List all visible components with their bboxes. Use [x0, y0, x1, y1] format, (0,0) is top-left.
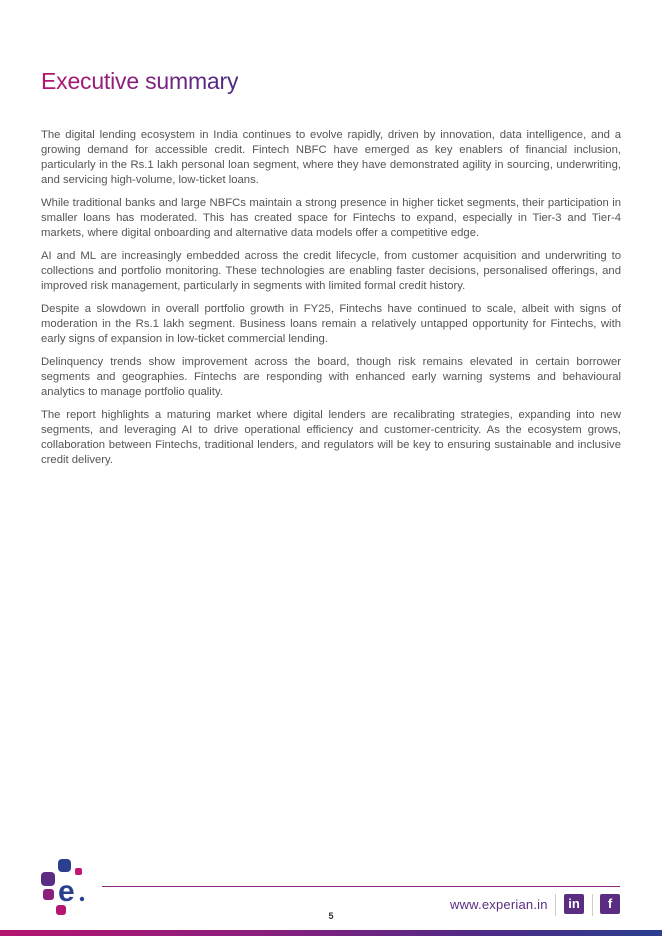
footer-separator: [592, 894, 593, 916]
svg-text:e: e: [58, 875, 75, 908]
experian-logo-icon: [38, 857, 90, 919]
page-number: 5: [328, 911, 334, 921]
paragraph-4: Despite a slowdown in overall portfolio growth in FY25, Fintechs have continued to scale, albeit with signs of moderation in the Rs.1 lakh segment. Business loans remain a relatively untapped opportunity for Fintechs, with early signs of expansion in low-ticket commercial lending.: [41, 303, 621, 345]
paragraph-1: The digital lending ecosystem in India continues to evolve rapidly, driven by innovation, data intelligence, and a growing demand for accessible credit. Fintech NBFC have emerged as key enablers of financial inclusion, particularly in the Rs.1 lakh personal loan segment, where they have demonstrated agility in sourcing, underwriting, and servicing high-volume, low-ticket loans.: [41, 129, 621, 186]
paragraph-5: Delinquency trends show improvement across the board, though risk remains elevated in certain borrower segments and geographies. Fintechs are responding with enhanced early warning systems and behavioural analytics to manage portfolio quality.: [41, 356, 621, 398]
footer-divider: [102, 886, 620, 887]
facebook-icon[interactable]: f: [600, 894, 620, 914]
paragraph-6: The report highlights a maturing market where digital lenders are recalibrating strategies, expanding into new segments, and leveraging AI to drive operational efficiency and customer-centricity. As the ecosystem grows, collaboration between Fintechs, traditional lenders, and regulators will be key to ensuring sustainable and inclusive credit delivery.: [41, 409, 621, 466]
summary-body: [41, 128, 621, 476]
footer-separator: [555, 894, 556, 916]
website-link[interactable]: www.experian.in: [450, 897, 548, 912]
linkedin-icon[interactable]: in: [564, 894, 584, 914]
bottom-gradient-bar: [0, 930, 662, 936]
paragraph-3: AI and ML are increasingly embedded across the credit lifecycle, from customer acquisition and underwriting to collections and portfolio monitoring. These technologies are enabling faster decisions, personalised offerings, and improved risk management, particularly in segments with limited formal credit history.: [41, 250, 621, 292]
paragraph-2: While traditional banks and large NBFCs maintain a strong presence in higher ticket segments, their participation in smaller loans has moderated. This has created space for Fintechs to expand, especially in Tier-3 and Tier-4 markets, where digital onboarding and alternative data models offer a competitive edge.: [41, 197, 621, 239]
page-title: Executive summary: [41, 68, 239, 94]
